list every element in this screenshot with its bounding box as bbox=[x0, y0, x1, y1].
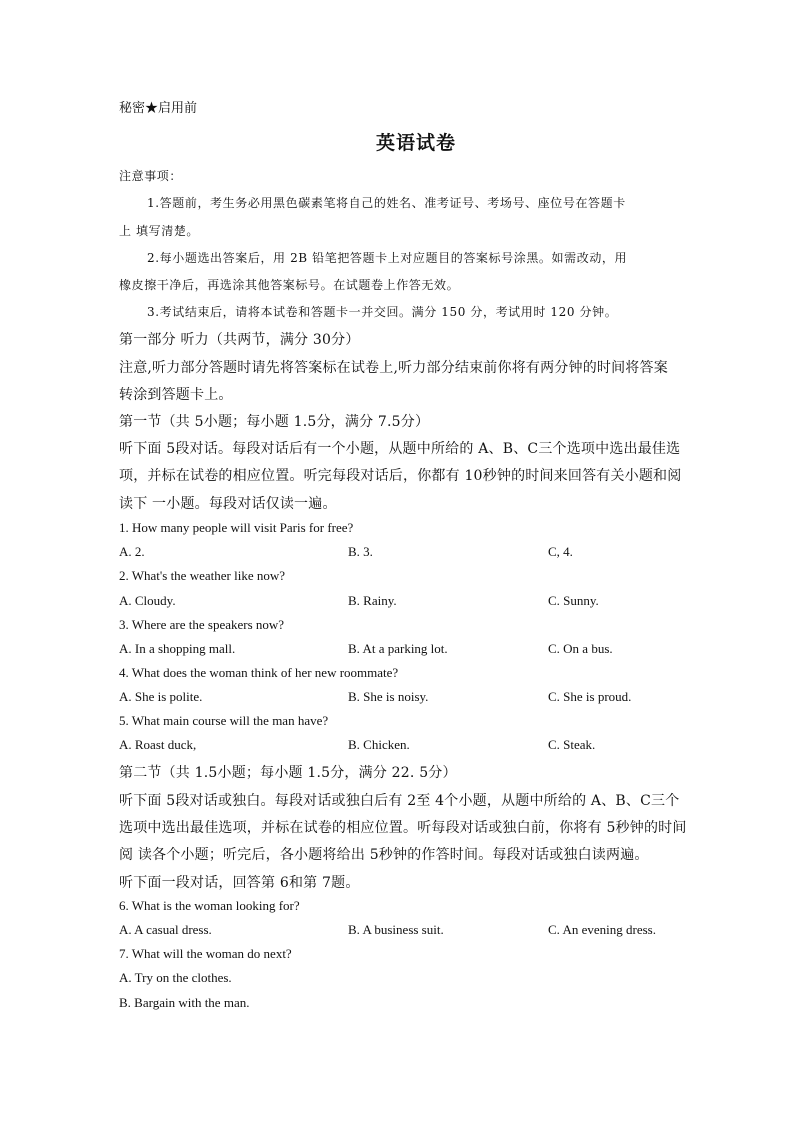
question-7-option-b: B. Bargain with the man. bbox=[119, 995, 250, 1010]
confidential-label: 秘密★启用前 bbox=[119, 101, 198, 116]
notice-heading: 注意事项： bbox=[119, 169, 183, 183]
question-2: 2. What's the weather like now? bbox=[119, 568, 285, 583]
notice-item-3: 3.考试结束后，请将本试卷和答题卡一并交回。满分 150 分，考试用时 120 分钟。 bbox=[147, 305, 618, 319]
question-1-option-b: B. 3. bbox=[348, 544, 373, 559]
question-1: 1. How many people will visit Paris for free? bbox=[119, 520, 354, 535]
question-5-option-a: A. Roast duck, bbox=[119, 737, 197, 752]
question-7: 7. What will the woman do next? bbox=[119, 946, 292, 961]
question-2-option-c: C. Sunny. bbox=[548, 593, 599, 608]
section2-instruction-line-2: 选项中选出最佳选项，并标在试卷的相应位置。听每段对话或独白前，你将有 5秒钟的时间 bbox=[119, 820, 687, 836]
question-3-option-c: C. On a bus. bbox=[548, 641, 613, 656]
section2-instruction-line-1: 听下面 5段对话或独白。每段对话或独白后有 2至 4个小题，从题中所给的 A、B、C三个 bbox=[119, 793, 680, 809]
notice-item-2-line-1: 2.每小题选出答案后，用 2B 铅笔把答题卡上对应题目的答案标号涂黑。如需改动，用 bbox=[147, 251, 628, 265]
question-1-option-c: C, 4. bbox=[548, 544, 573, 559]
question-4-option-c: C. She is proud. bbox=[548, 689, 632, 704]
notice-item-1-line-2: 上 填写清楚。 bbox=[119, 224, 200, 238]
question-6-option-a: A. A casual dress. bbox=[119, 922, 212, 937]
question-7-option-a: A. Try on the clothes. bbox=[119, 970, 232, 985]
question-3-option-b: B. At a parking lot. bbox=[348, 641, 448, 656]
question-5: 5. What main course will the man have? bbox=[119, 713, 329, 728]
question-5-option-c: C. Steak. bbox=[548, 737, 596, 752]
part1-note-line-2: 转涂到答题卡上。 bbox=[119, 387, 233, 403]
section1-instruction-line-1: 听下面 5段对话。每段对话后有一个小题，从题中所给的 A、B、C三个选项中选出最佳选 bbox=[119, 441, 681, 457]
question-5-option-b: B. Chicken. bbox=[348, 737, 410, 752]
question-2-option-a: A. Cloudy. bbox=[119, 593, 176, 608]
notice-item-2-line-2: 橡皮擦干净后，再选涂其他答案标号。在试题卷上作答无效。 bbox=[119, 278, 460, 292]
question-1-option-a: A. 2. bbox=[119, 544, 145, 559]
part1-heading: 第一部分 听力（共两节，满分 30分） bbox=[119, 332, 360, 348]
question-4-option-a: A. She is polite. bbox=[119, 689, 203, 704]
question-6: 6. What is the woman looking for? bbox=[119, 898, 300, 913]
page-title: 英语试卷 bbox=[376, 132, 457, 154]
notice-item-1-line-1: 1.答题前，考生务必用黑色碳素笔将自己的姓名、准考证号、考场号、座位号在答题卡 bbox=[147, 196, 626, 210]
question-3-option-a: A. In a shopping mall. bbox=[119, 641, 236, 656]
section1-heading: 第一节（共 5小题；每小题 1.5分，满分 7.5分） bbox=[119, 414, 430, 430]
section2-heading: 第二节（共 1.5小题；每小题 1.5分，满分 22. 5分） bbox=[119, 765, 457, 781]
question-6-option-b: B. A business suit. bbox=[348, 922, 444, 937]
section1-instruction-line-2: 项，并标在试卷的相应位置。听完每段对话后，你都有 10秒钟的时间来回答有关小题和阅 bbox=[119, 468, 682, 484]
question-4: 4. What does the woman think of her new roommate? bbox=[119, 665, 399, 680]
section1-instruction-line-3: 读下 一小题。每段对话仅读一遍。 bbox=[119, 496, 337, 512]
question-6-option-c: C. An evening dress. bbox=[548, 922, 656, 937]
section2-instruction-line-3: 阅 读各个小题；听完后，各小题将给出 5秒钟的作答时间。每段对话或独白读两遍。 bbox=[119, 847, 649, 863]
question-2-option-b: B. Rainy. bbox=[348, 593, 397, 608]
part1-note-line-1: 注意,听力部分答题时请先将答案标在试卷上,听力部分结束前你将有两分钟的时间将答案 bbox=[119, 360, 668, 376]
question-3: 3. Where are the speakers now? bbox=[119, 617, 285, 632]
dialog-intro: 听下面一段对话，回答第 6和第 7题。 bbox=[119, 875, 360, 891]
question-4-option-b: B. She is noisy. bbox=[348, 689, 429, 704]
